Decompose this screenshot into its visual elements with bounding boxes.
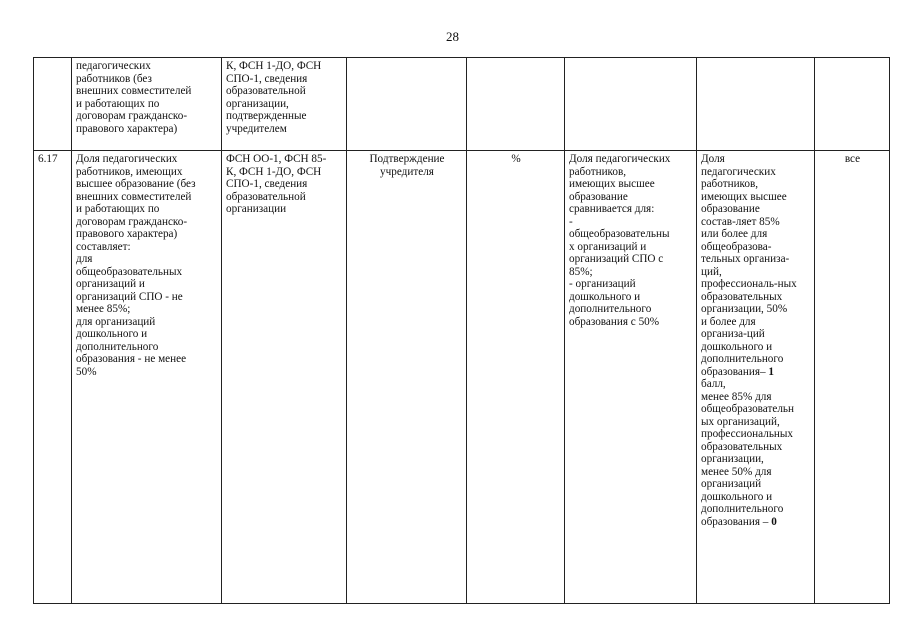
page-number: 28 xyxy=(446,29,459,44)
method-cell: Доля педагогических работников, имеющих высшее образование сравнивается для: - общеобразовательны х организаций и организаций СПО с 85%; - организаций дошкольного и дополнительного образования с 50% xyxy=(565,151,697,604)
score-one: 1 xyxy=(768,365,774,378)
scope-cell: все xyxy=(815,151,890,604)
unit-cell: % xyxy=(467,151,565,604)
scoring-cell xyxy=(697,58,815,151)
criteria-table xyxy=(33,57,890,604)
source-cell: ФСН ОО-1, ФСН 85- К, ФСН 1-ДО, ФСН СПО-1, сведения образовательной организации xyxy=(222,151,347,604)
scoring-cell xyxy=(697,151,815,604)
unit-cell xyxy=(467,58,565,151)
table-row xyxy=(34,151,890,604)
source-cell: К, ФСН 1-ДО, ФСН СПО-1, сведения образовательной организации, подтвержденные учредителем xyxy=(222,58,347,151)
method-cell xyxy=(565,58,697,151)
indicator-cell: педагогических работников (без внешних совместителей и работающих по договорам гражданско- правового характера) xyxy=(72,58,222,151)
scoring-text-high: Доля педагогических работников, имеющих высшее образование состав-ляет 85% или более для общеобразова- тельных организа- ций, профессиональ-ных образовательных организации, 50% и более для организа-ций дошкольного и дополнительного образования– xyxy=(701,153,797,378)
row-number-cell: 6.17 xyxy=(34,151,72,604)
scope-cell xyxy=(815,58,890,151)
confirmation-cell: Подтверждение учредителя xyxy=(347,151,467,604)
table-row xyxy=(34,58,890,151)
indicator-cell: Доля педагогических работников, имеющих высшее образование (без внешних совместителей и работающих по договорам гражданско- правового характера) составляет: для общеобразовательных организаций и организаций СПО - не менее 85%; для организаций дошкольного и дополнительного образования - не менее 50% xyxy=(72,151,222,604)
scoring-text-low: балл, менее 85% для общеобразовательн ых организаций, профессиональных образовательных организации, менее 50% для организаций дошкольного и дополнительного образования – xyxy=(701,378,794,528)
confirmation-cell xyxy=(347,58,467,151)
score-zero: 0 xyxy=(771,515,777,528)
row-number-cell xyxy=(34,58,72,151)
